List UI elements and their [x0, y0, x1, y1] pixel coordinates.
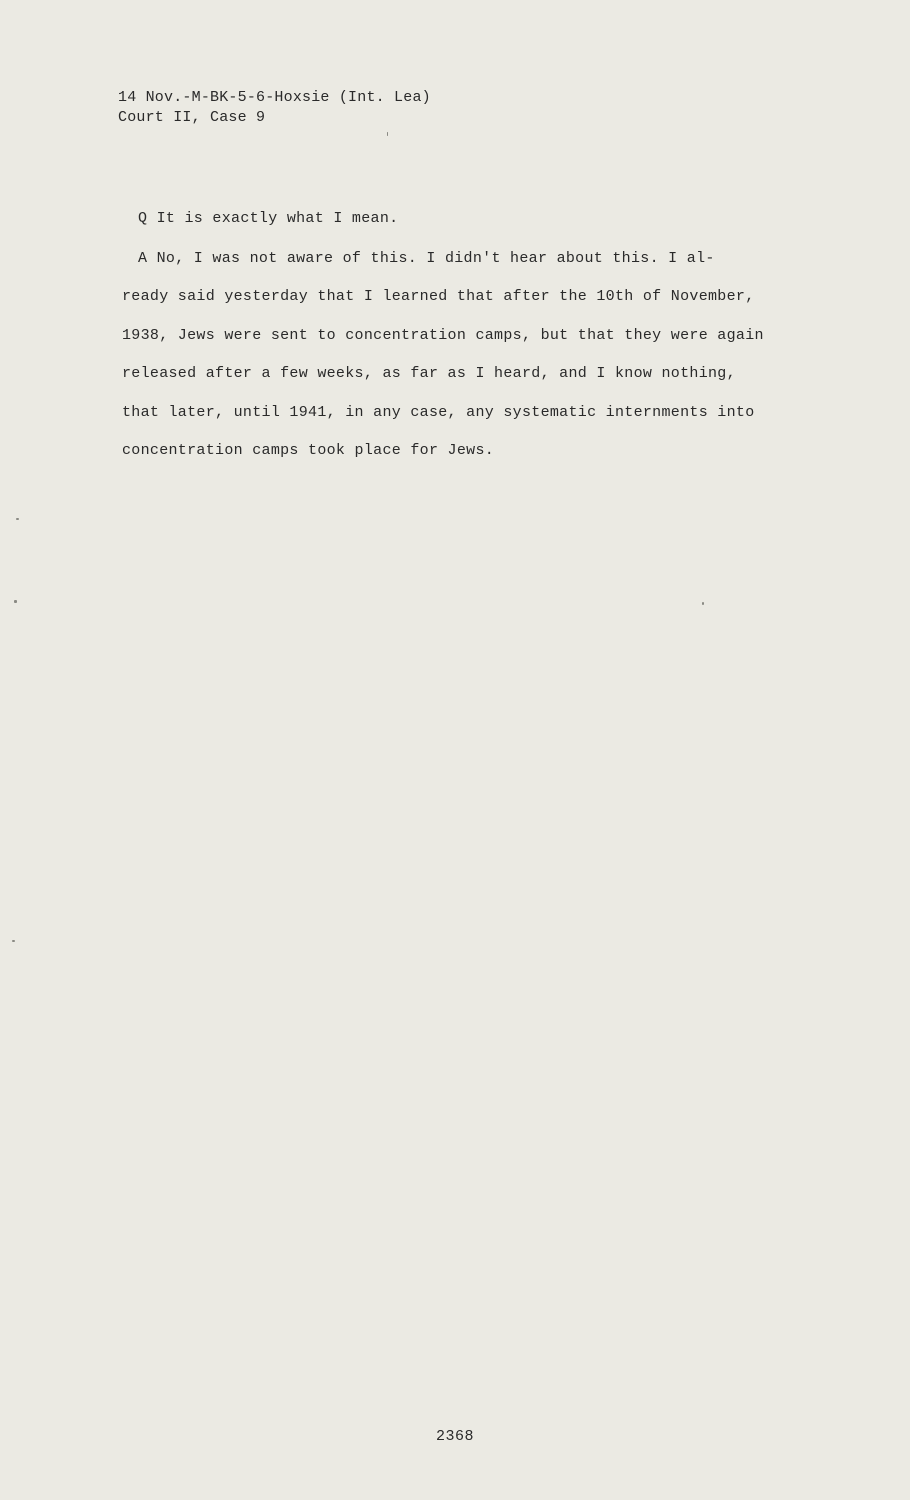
- paper-speck: [702, 602, 704, 605]
- document-header: [118, 88, 431, 128]
- header-court-line: Court II, Case 9: [118, 109, 266, 126]
- page-number: 2368: [435, 1428, 474, 1445]
- answer-line: concentration camps took place for Jews.: [122, 442, 495, 459]
- paper-speck: [16, 518, 19, 520]
- question-line: Q It is exactly what I mean.: [138, 210, 399, 227]
- answer-line: that later, until 1941, in any case, any systematic internments into: [122, 403, 755, 421]
- header-session-line: 14 Nov.-M-BK-5-6-Hoxsie (Int. Lea): [118, 89, 431, 106]
- paper-speck: [14, 600, 17, 603]
- transcript-body: [122, 200, 802, 471]
- answer-line: A No, I was not aware of this. I didn't hear about this. I al-: [138, 249, 715, 267]
- answer-line: 1938, Jews were sent to concentration camps, but that they were again: [122, 326, 764, 344]
- answer-line: released after a few weeks, as far as I heard, and I know nothing,: [122, 365, 736, 382]
- answer-line: ready said yesterday that I learned that after the 10th of November,: [122, 288, 755, 305]
- paper-speck: [12, 940, 15, 942]
- paper-speck: [387, 132, 388, 136]
